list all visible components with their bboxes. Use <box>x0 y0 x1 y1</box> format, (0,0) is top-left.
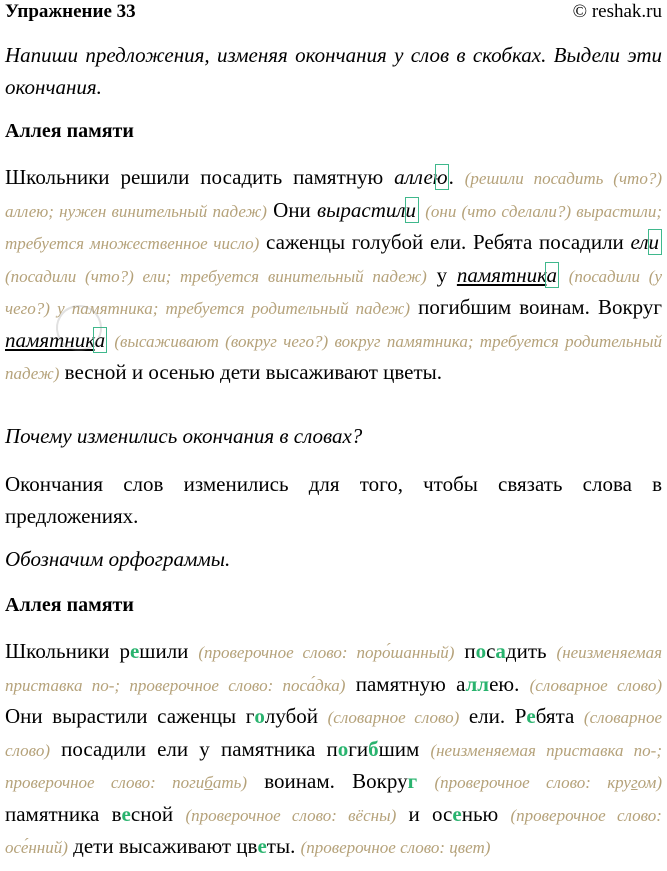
hint-text: (посадили (что?) ели; требуется винительный падеж) <box>5 266 427 286</box>
text-run: ты. <box>266 834 301 858</box>
hint-text: ать) <box>212 773 247 792</box>
text-run: лубой <box>264 704 328 728</box>
answer-text: Окончания слов изменились для того, чтобы связать слова в предложениях. <box>5 472 662 528</box>
orthogram-letter: е <box>257 834 267 858</box>
text-run: Они вырастили саженцы г <box>5 704 255 728</box>
text-run: шим <box>378 736 431 761</box>
ending-text: ю <box>432 165 448 189</box>
hint-text: (словарное слово) <box>529 675 662 695</box>
hint-underlined-letter: б <box>204 773 213 792</box>
text-run: бята <box>535 704 584 728</box>
word-stem: ел <box>630 230 649 254</box>
text-run: дить <box>505 639 557 663</box>
orthogram-letter: б <box>368 736 379 761</box>
hint-text: ом) <box>637 773 662 792</box>
hint-text: (проверочное слово: осе́нний) <box>5 805 662 857</box>
ending-box <box>93 327 107 353</box>
hint-text: (словарное слово) <box>327 708 460 727</box>
hint-text: (неизменяемая приставка по-; проверочное слово: поги <box>5 740 662 792</box>
word-stem: памятник <box>5 327 95 352</box>
orthogram-letter: е <box>452 801 462 826</box>
text-run: саженцы голубой ели. Ребята посадили <box>259 230 631 254</box>
text-run: памятника в <box>5 801 122 826</box>
text-run: у <box>426 262 457 287</box>
text-run: весной и осенью дети высаживают цветы. <box>59 360 443 384</box>
orthogram-letter: е <box>121 801 131 826</box>
hint-underlined-letter: г <box>630 773 638 792</box>
hint-text: (проверочное слово: цвет) <box>300 838 491 857</box>
word-stem: вырастил <box>317 197 406 222</box>
text-run: воинам. Вокру <box>247 769 408 793</box>
text-run: Школьники решили посадить памятную <box>5 165 395 189</box>
ending-box <box>545 262 559 288</box>
text-run: п <box>454 639 476 663</box>
hint-text: (неизменяемая приставка по-; проверочное слово: поса́дка) <box>5 643 662 695</box>
site-credit: © reshak.ru <box>572 1 662 22</box>
section2-paragraph <box>5 636 662 864</box>
text-run: ги <box>348 736 369 761</box>
text-run: и ос <box>396 801 453 826</box>
orthogram-letter: а <box>495 639 506 663</box>
header <box>5 0 662 24</box>
ending-text: и <box>648 230 659 254</box>
text-run: сной <box>130 801 186 826</box>
task-text: Напиши предложения, изменяя окончания у слов в скобках. Выдели эти окончания. <box>5 43 662 99</box>
section2-title: Аллея памяти <box>5 594 134 616</box>
ending-text: а <box>94 327 106 352</box>
text-run: Они <box>266 197 318 222</box>
section1-title: Аллея памяти <box>5 120 134 142</box>
orthogram-letter: о <box>475 639 487 663</box>
text-run: ею. <box>489 671 530 696</box>
ending-box <box>648 229 662 255</box>
hint-text: (проверочное слово: поро́шанный) <box>198 643 455 662</box>
orthogram-letter: о <box>337 736 349 761</box>
word-stem: памятник <box>456 262 547 287</box>
text-run <box>417 769 434 793</box>
hint-text: (решили посадить (что?) аллею; нужен винительный падеж) <box>5 169 662 221</box>
ending-text: и <box>405 197 417 222</box>
orthogram-title: Обозначим орфограммы. <box>5 547 231 571</box>
text-run: шили <box>139 639 199 663</box>
text-run: ели. Р <box>459 704 527 728</box>
hint-text: (посадили (у чего?) у памятника; требуется родительный падеж) <box>5 266 662 318</box>
ending-box <box>432 164 449 190</box>
hint-text: (высаживают (вокруг чего?) вокруг памятника; требуется родительный падеж) <box>5 331 662 383</box>
ending-box <box>405 197 419 223</box>
text-run: погибшим воинам. Вокруг <box>410 295 662 319</box>
text-run <box>559 263 569 287</box>
text-run: с <box>486 639 496 663</box>
hint-text: (словарное слово) <box>5 708 662 760</box>
section1-paragraph <box>5 162 662 390</box>
text-run: дети высаживают цв <box>67 834 258 858</box>
text-run: . <box>448 165 465 189</box>
hint-text: (они (что сделали?) вырастили; требуется множественное число) <box>5 201 662 253</box>
text-run: посадили ели у памятника п <box>49 736 338 761</box>
hint-text: (проверочное слово: кру <box>434 773 631 792</box>
text-run: памятную а <box>345 671 466 696</box>
question-text: Почему изменились окончания в словах? <box>5 424 363 448</box>
text-run: Школьники р <box>5 639 130 663</box>
text-run: нью <box>461 801 511 826</box>
exercise-title: Упражнение 33 <box>5 1 136 22</box>
orthogram-letter: г <box>407 769 418 793</box>
orthogram-letter: лл <box>465 671 490 696</box>
ending-text: а <box>546 262 557 287</box>
word-stem: алле <box>394 165 433 189</box>
hint-text: (проверочное слово: вёсны) <box>185 805 397 825</box>
orthogram-letter: е <box>129 639 140 663</box>
orthogram-letter: е <box>526 704 536 728</box>
orthogram-letter: о <box>254 704 265 728</box>
